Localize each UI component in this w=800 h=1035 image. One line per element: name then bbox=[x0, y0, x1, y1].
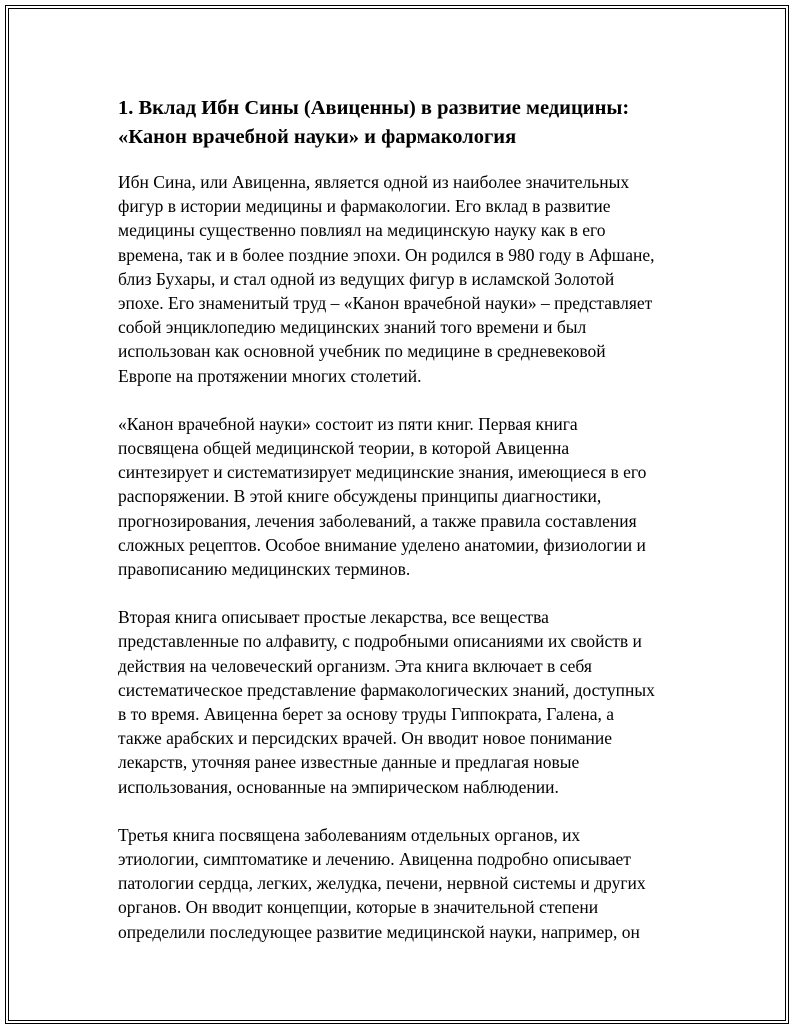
paragraph-4 bbox=[118, 823, 698, 944]
text-line: лекарств, уточняя ранее известные данные и предлагая новые bbox=[118, 752, 580, 773]
text-line: в то время. Авиценна берет за основу труды Гиппократа, Галена, а bbox=[118, 704, 615, 725]
paragraph-1 bbox=[118, 170, 698, 388]
text-line: органов. Он вводит концепции, которые в значительной степени bbox=[118, 897, 599, 918]
document-body bbox=[118, 94, 698, 968]
text-line: действия на человеческий организм. Эта книга включает в себя bbox=[118, 655, 592, 676]
text-line: близ Бухары, и стал одной из ведущих фигур в исламской Золотой bbox=[118, 268, 615, 289]
text-line: систематическое представление фармакологических знаний, доступных bbox=[118, 679, 655, 700]
section-heading bbox=[118, 94, 698, 152]
text-line: прогнозирования, лечения заболеваний, а также правила составления bbox=[118, 510, 637, 531]
text-line: этиологии, симптоматике и лечению. Авиценна подробно описывает bbox=[118, 849, 631, 870]
text-line: Третья книга посвящена заболеваниям отдельных органов, их bbox=[118, 824, 581, 845]
text-line: также арабских и персидских врачей. Он вводит новое понимание bbox=[118, 728, 613, 749]
text-line: использован как основной учебник по медицине в средневековой bbox=[118, 341, 606, 362]
text-line: сложных рецептов. Особое внимание уделено анатомии, физиологии и bbox=[118, 534, 646, 555]
text-line: «Канон врачебной науки» состоит из пяти книг. Первая книга bbox=[118, 413, 578, 434]
paragraph-3 bbox=[118, 605, 698, 799]
text-line: использования, основанные на эмпирическом наблюдении. bbox=[118, 776, 559, 797]
text-line: правописанию медицинских терминов. bbox=[118, 559, 411, 580]
text-line: эпохе. Его знаменитый труд – «Канон врачебной науки» – представляет bbox=[118, 293, 653, 314]
text-line: определили последующее развитие медицинской науки, например, он bbox=[118, 921, 640, 942]
text-line: Ибн Сина, или Авиценна, является одной из наиболее значительных bbox=[118, 172, 630, 192]
heading-line: 1. Вклад Ибн Сины (Авиценны) в развитие медицины: bbox=[118, 97, 630, 119]
text-line: посвящена общей медицинской теории, в которой Авиценна bbox=[118, 438, 570, 459]
text-line: представленные по алфавиту, с подробными описаниями их свойств и bbox=[118, 631, 642, 652]
paragraph-2 bbox=[118, 412, 698, 581]
text-line: собой энциклопедию медицинских знаний того времени и был bbox=[118, 317, 587, 338]
heading-line: «Канон врачебной науки» и фармакология bbox=[118, 126, 517, 148]
text-line: синтезирует и систематизирует медицинские знания, имеющиеся в его bbox=[118, 462, 647, 483]
text-line: распоряжении. В этой книге обсуждены принципы диагностики, bbox=[118, 486, 602, 507]
text-line: Европе на протяжении многих столетий. bbox=[118, 365, 422, 386]
text-line: патологии сердца, легких, желудка, печени, нервной системы и других bbox=[118, 873, 646, 894]
text-line: медицины существенно повлиял на медицинскую науку как в его bbox=[118, 220, 606, 241]
text-line: Вторая книга описывает простые лекарства, все вещества bbox=[118, 607, 549, 628]
text-line: времена, так и в более поздние эпохи. Он родился в 980 году в Афшане, bbox=[118, 244, 655, 265]
text-line: фигур в истории медицины и фармакологии. Его вклад в развитие bbox=[118, 196, 611, 217]
